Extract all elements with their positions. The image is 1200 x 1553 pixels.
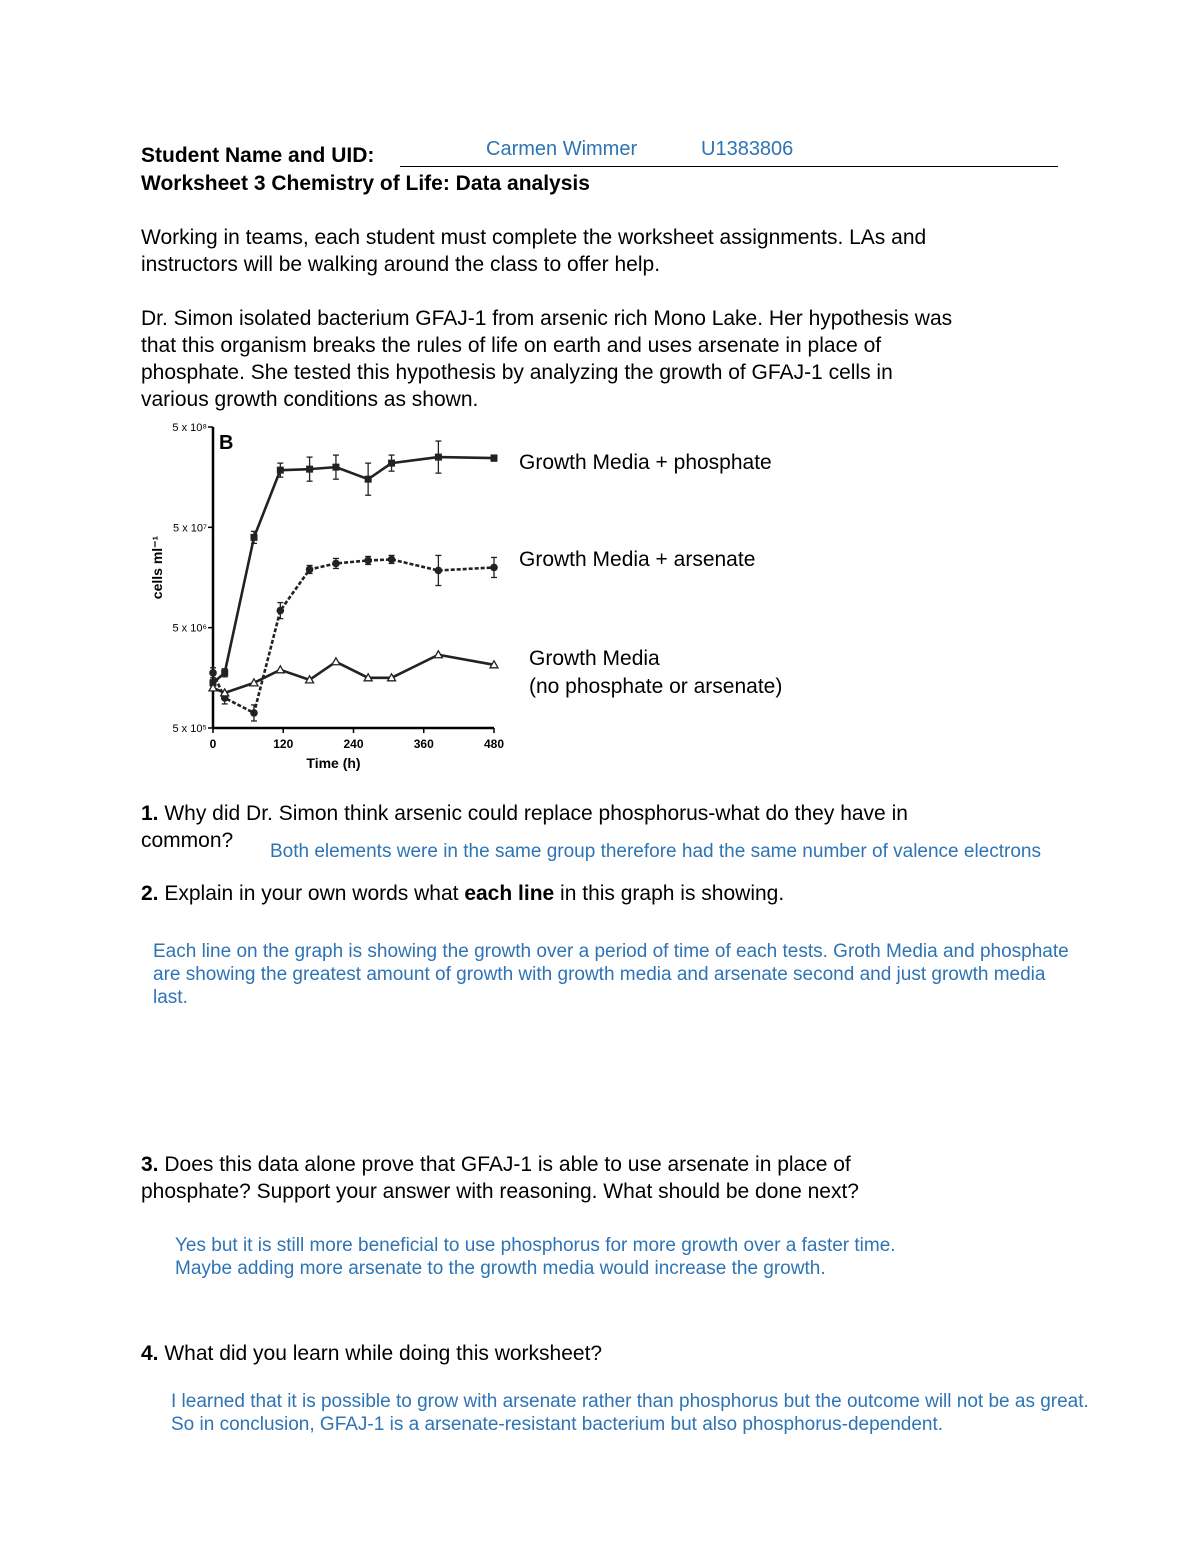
data-point <box>388 460 395 467</box>
series-1 <box>210 441 498 686</box>
x-tick-label: 120 <box>273 737 294 751</box>
growth-chart <box>140 415 520 785</box>
scenario-line-2: that this organism breaks the rules of life on earth and uses arsenate in place of <box>141 334 882 357</box>
q3-answer-line-2: Maybe adding more arsenate to the growth media would increase the growth. <box>175 1258 826 1279</box>
q3-line-1: Does this data alone prove that GFAJ-1 is able to use arsenate in place of <box>158 1153 851 1176</box>
worksheet-title: Worksheet 3 Chemistry of Life: Data analysis <box>141 172 590 195</box>
data-point <box>388 556 396 564</box>
q2-answer-line-1: Each line on the graph is showing the growth over a period of time of each tests. Groth Media and phosphate <box>153 941 1069 962</box>
scenario-line-4: various growth conditions as shown. <box>141 388 479 411</box>
y-tick-label: 5 x 10⁶ <box>172 622 207 635</box>
scenario-text <box>141 305 952 413</box>
series-line <box>213 559 494 713</box>
q4-answer-line-1: I learned that it is possible to grow with arsenate rather than phosphorus but the outcome will not be as great. <box>171 1391 1089 1412</box>
data-point <box>332 658 340 665</box>
student-name: Carmen Wimmer <box>486 138 638 160</box>
q4-answer <box>171 1390 1089 1436</box>
q1-number: 1. <box>141 802 159 825</box>
q2-emph: each line <box>464 882 555 905</box>
y-tick-label: 5 x 10⁸ <box>172 422 207 434</box>
legend-none-line-1: Growth Media <box>529 647 660 670</box>
intro-line-2: instructors will be walking around the class to offer help. <box>141 253 661 276</box>
data-point <box>277 467 284 474</box>
scenario-line-1: Dr. Simon isolated bacterium GFAJ-1 from arsenic rich Mono Lake. Her hypothesis was <box>141 307 953 330</box>
series-2 <box>209 555 498 721</box>
uid-label: Student Name and UID: <box>141 144 375 167</box>
q4-number: 4. <box>141 1342 159 1365</box>
chart-series <box>209 441 498 721</box>
legend-none <box>529 645 782 701</box>
intro-line-1: Working in teams, each student must complete the worksheet assignments. LAs and <box>141 226 927 249</box>
data-point <box>332 560 340 568</box>
data-point <box>332 464 339 471</box>
data-point <box>365 476 372 483</box>
student-uid: U1383806 <box>701 138 794 160</box>
data-point <box>490 564 498 572</box>
q2-pre: Explain in your own words what <box>158 882 465 905</box>
q1-line-1: Why did Dr. Simon think arsenic could replace phosphorus-what do they have in <box>158 802 908 825</box>
data-point <box>250 709 258 717</box>
q2-post: in this graph is showing. <box>554 882 785 905</box>
data-point <box>435 454 442 461</box>
panel-label: B <box>219 432 234 454</box>
legend-phosphate: Growth Media + phosphate <box>519 451 772 474</box>
data-point <box>435 567 443 575</box>
intro-text <box>141 224 926 278</box>
data-point <box>209 669 217 677</box>
x-tick-label: 240 <box>343 737 364 751</box>
series-line <box>213 655 494 693</box>
legend-arsenate: Growth Media + arsenate <box>519 548 756 571</box>
q3-answer-line-1: Yes but it is still more beneficial to use phosphorus for more growth over a faster time. <box>175 1235 896 1256</box>
q1-line-2: common? <box>141 829 234 852</box>
q2-answer-line-3: last. <box>153 987 188 1008</box>
series-3 <box>209 651 498 696</box>
legend-none-line-2: (no phosphate or arsenate) <box>529 675 783 698</box>
data-point <box>306 466 313 473</box>
data-point <box>364 557 372 565</box>
data-point <box>277 607 285 615</box>
q2-number: 2. <box>141 882 159 905</box>
y-tick-label: 5 x 10⁷ <box>173 522 207 535</box>
scenario-line-3: phosphate. She tested this hypothesis by analyzing the growth of GFAJ-1 cells in <box>141 361 893 384</box>
q1-answer: Both elements were in the same group therefore had the same number of valence electrons <box>270 841 1041 862</box>
y-tick-label: 5 x 10⁵ <box>172 723 207 735</box>
x-axis-label: Time (h) <box>306 755 361 771</box>
data-point <box>491 455 498 462</box>
q4-line-1: What did you learn while doing this worksheet? <box>158 1342 603 1365</box>
data-point <box>250 534 257 541</box>
question-2 <box>141 880 784 907</box>
x-tick-label: 480 <box>483 737 505 751</box>
q4-answer-line-2: So in conclusion, GFAJ-1 is a arsenate-resistant bacterium but also phosphorus-dependent. <box>171 1414 944 1435</box>
q2-answer-line-2: are showing the greatest amount of growth with growth media and arsenate second and just growth media <box>153 964 1046 985</box>
x-tick-label: 0 <box>209 737 217 751</box>
data-point <box>276 666 284 673</box>
q3-number: 3. <box>141 1153 159 1176</box>
q3-answer <box>175 1234 896 1280</box>
chart-axes <box>149 422 504 771</box>
data-point <box>221 669 228 676</box>
question-3 <box>141 1151 859 1205</box>
q2-answer <box>153 940 1069 1009</box>
question-4 <box>141 1340 602 1367</box>
uid-underline <box>400 166 1058 167</box>
q3-line-2: phosphate? Support your answer with reasoning. What should be done next? <box>141 1180 859 1203</box>
y-axis-label: cells ml⁻¹ <box>149 535 165 600</box>
data-point <box>306 566 314 574</box>
x-tick-label: 360 <box>413 737 434 751</box>
